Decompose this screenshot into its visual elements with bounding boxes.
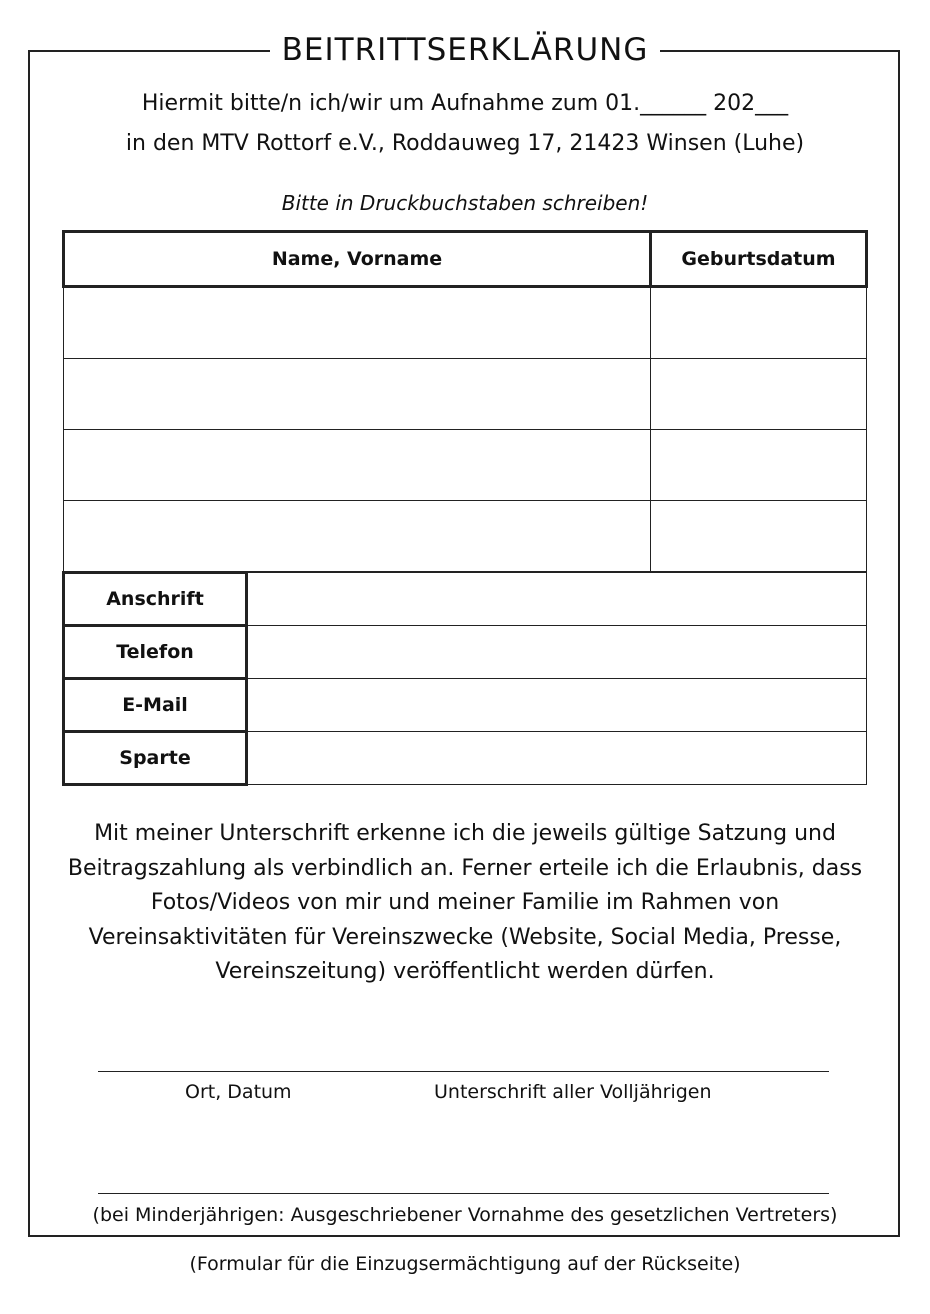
guardian-signature-line[interactable] <box>98 1193 829 1194</box>
print-hint: Bitte in Druckbuchstaben schreiben! <box>281 191 649 215</box>
name-field[interactable] <box>64 287 651 359</box>
birthdate-field[interactable] <box>651 359 867 430</box>
minor-note: (bei Minderjährigen: Ausgeschriebener Vornahme des gesetzlichen Vertreters) <box>92 1204 838 1226</box>
address-field[interactable] <box>247 573 867 626</box>
table-row <box>64 430 867 501</box>
members-table <box>62 230 868 572</box>
form-title-wrapper <box>0 28 930 72</box>
email-label: E-Mail <box>64 679 247 732</box>
phone-label: Telefon <box>64 626 247 679</box>
footer-note: (Formular für die Einzugsermächtigung auf der Rückseite) <box>189 1253 741 1275</box>
address-label: Anschrift <box>64 573 247 626</box>
name-field[interactable] <box>64 430 651 501</box>
table-row <box>64 501 867 572</box>
form-title: BEITRITTSERKLÄRUNG <box>270 28 661 72</box>
signature-line[interactable] <box>98 1071 829 1072</box>
signature-label: Unterschrift aller Volljährigen <box>434 1081 712 1103</box>
intro-line-1: Hiermit bitte/n ich/wir um Aufnahme zum 01.______ 202___ <box>141 91 789 116</box>
birthdate-field[interactable] <box>651 501 867 572</box>
division-label: Sparte <box>64 732 247 785</box>
intro-line-2: in den MTV Rottorf e.V., Roddauweg 17, 21423 Winsen (Luhe) <box>125 131 805 156</box>
email-field[interactable] <box>247 679 867 732</box>
birthdate-field[interactable] <box>651 430 867 501</box>
table-row <box>64 287 867 359</box>
contact-table <box>62 571 867 786</box>
phone-field[interactable] <box>247 626 867 679</box>
name-field[interactable] <box>64 501 651 572</box>
column-header-name: Name, Vorname <box>64 232 651 287</box>
consent-text: Mit meiner Unterschrift erkenne ich die jeweils gültige Satzung und Beitragszahlung als verbindlich an. Ferner erteile ich die Erlaubnis, dass Fotos/Videos von mir und meiner Familie im Rahmen von Vereinsaktivitäten für Vereinszwecke (Website, Social Media, Presse, Vereinszeitung) veröffentlicht werden dürfen. <box>67 821 863 984</box>
column-header-birthdate: Geburtsdatum <box>651 232 867 287</box>
contact-row-address <box>64 573 867 626</box>
birthdate-field[interactable] <box>651 287 867 359</box>
name-field[interactable] <box>64 359 651 430</box>
table-row <box>64 359 867 430</box>
division-field[interactable] <box>247 732 867 785</box>
contact-row-division <box>64 732 867 785</box>
members-table-header <box>64 232 867 287</box>
contact-row-phone <box>64 626 867 679</box>
contact-row-email <box>64 679 867 732</box>
place-date-label: Ort, Datum <box>185 1081 292 1103</box>
